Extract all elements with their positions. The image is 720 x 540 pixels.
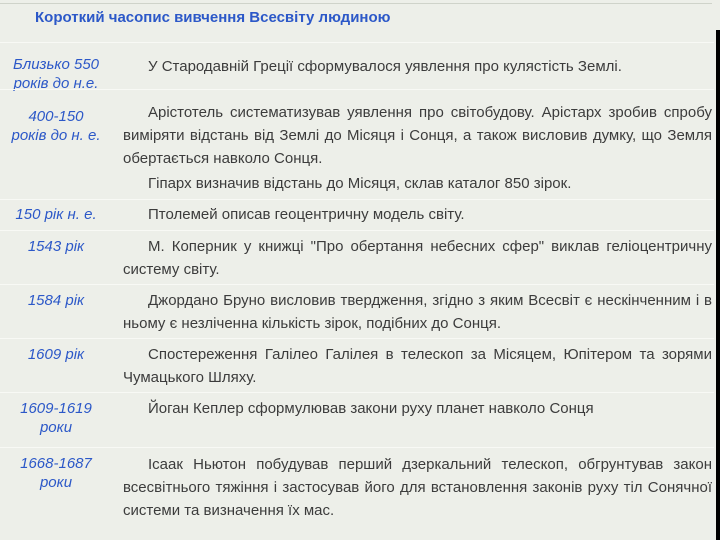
event-paragraph: Спостереження Галілео Галілея в телескоп за Місяцем, Юпітером та зорями Чумацького Шляху.: [123, 346, 712, 386]
period-line: 1609-1619: [20, 400, 92, 417]
period-line: років до н. е.: [11, 127, 101, 144]
period-label: [0, 231, 112, 256]
period-line: 1584 рік: [27, 292, 85, 309]
event-paragraph: У Стародавній Греції сформувалося уявлення про кулястість Землі.: [148, 58, 622, 75]
event-paragraph: Птолемей описав геоцентричну модель світу.: [148, 206, 465, 223]
event-paragraph: Гіпарх визначив відстань до Місяця, склав каталог 850 зірок.: [148, 175, 572, 192]
period-label: [0, 200, 112, 224]
event-paragraph: Йоган Кеплер сформулював закони руху планет навколо Сонця: [148, 400, 594, 417]
slide-title: Короткий часопис вивчення Всесвіту людиною: [35, 9, 391, 26]
period-line: 1668-1687: [20, 455, 92, 472]
event-paragraph: Ісаак Ньютон побудував перший дзеркальний телескоп, обгрунтував закон всесвітнього тяжіння і застосував його для встановлення законів руху тіл Сонячної системи та визначення їх мас.: [123, 456, 712, 519]
period-line: роки: [39, 419, 73, 436]
timeline-row: [0, 338, 714, 392]
period-line: роки: [39, 474, 73, 491]
period-line: 400-150: [28, 108, 84, 125]
timeline-row: [0, 392, 714, 447]
period-line: років до н.е.: [13, 75, 99, 92]
period-label: [0, 43, 112, 93]
page-edge: [716, 30, 720, 540]
top-border-line: [0, 3, 712, 4]
timeline-row: [0, 89, 714, 199]
timeline-row: [0, 230, 714, 284]
event-description: [123, 339, 712, 389]
event-description: [123, 200, 712, 226]
event-description: [123, 393, 712, 420]
event-description: [123, 231, 712, 281]
period-label: [0, 90, 112, 145]
period-line: 150 рік н. е.: [15, 206, 97, 223]
timeline-row: [0, 42, 714, 92]
timeline-row: [0, 199, 714, 230]
event-paragraph: Арістотель систематизував уявлення про світобудову. Арістарх зробив спробу виміряти відстань від Землі до Місяця і Сонця, а також висловив думку, що Земля обертається навколо Сонця.: [123, 104, 712, 167]
period-label: [0, 448, 112, 492]
event-paragraph: Джордано Бруно висловив твердження, згідно з яким Всесвіт є нескінченним і в ньому є незліченна кількість зірок, подібних до Сонця.: [123, 292, 712, 332]
event-description: [123, 448, 712, 522]
period-line: 1609 рік: [27, 346, 85, 363]
event-description: [123, 43, 712, 78]
timeline-row: [0, 284, 714, 338]
period-line: Близько 550: [12, 56, 100, 73]
period-label: [0, 285, 112, 310]
period-line: 1543 рік: [27, 238, 85, 255]
event-description: [123, 285, 712, 335]
event-paragraph: М. Коперник у книжці "Про обертання небесних сфер" виклав геліоцентричну систему світу.: [123, 238, 712, 278]
timeline-row: [0, 447, 714, 532]
event-description: [123, 90, 712, 195]
period-label: [0, 339, 112, 364]
period-label: [0, 393, 112, 437]
